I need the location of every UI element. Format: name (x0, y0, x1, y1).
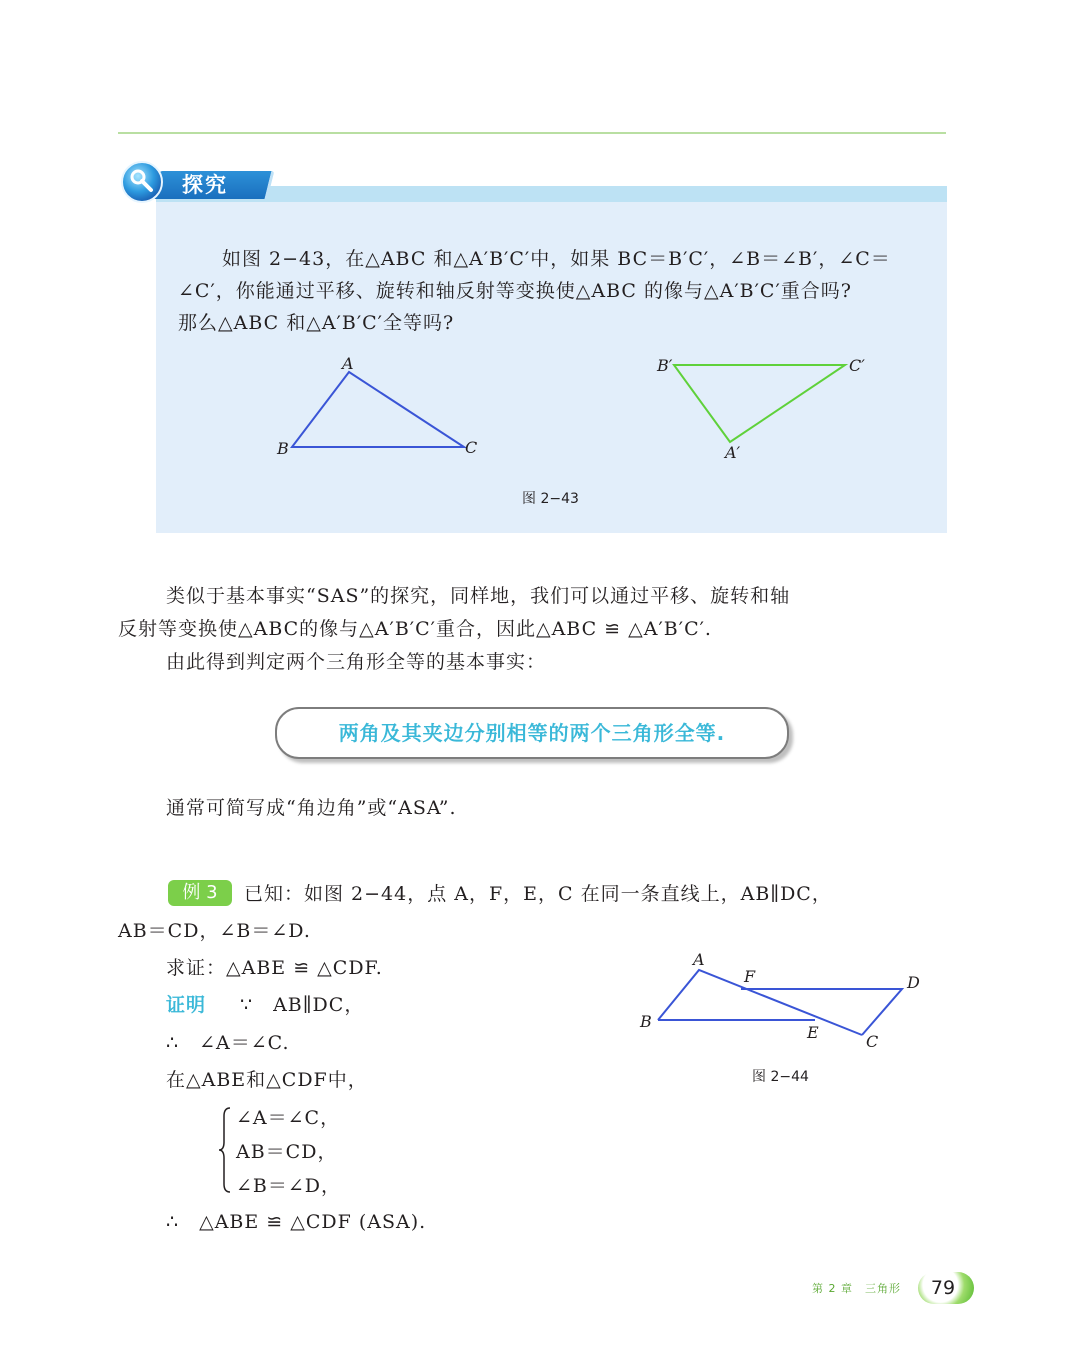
page-number: 79 (930, 1277, 956, 1299)
figure-2-44 (630, 945, 930, 1055)
condition-1: ∠A＝∠C， (236, 1107, 341, 1129)
explore-header-strip (156, 186, 947, 202)
fig44-label-F: F (744, 967, 756, 986)
proof-line3: 在△ABE和△CDF中， (166, 1069, 368, 1091)
fig44-label-E: E (807, 1023, 819, 1042)
example-prove: 求证：△ABE ≌ △CDF. (166, 957, 383, 979)
footer-chapter: 第 2 章 三角形 (812, 1282, 901, 1295)
triangle-a-prime-b-prime-c-prime (674, 365, 845, 442)
fig44-label-D: D (907, 973, 920, 992)
condition-2: AB＝CD， (236, 1141, 338, 1163)
figure-caption-2-44: 图 2−44 (752, 1069, 809, 1085)
proof-conclusion: ∴ △ABE ≌ △CDF (ASA). (166, 1211, 427, 1233)
condition-3: ∠B＝∠D， (236, 1175, 342, 1197)
line-b-a-c (658, 970, 862, 1035)
fig44-label-A: A (693, 950, 705, 969)
label-C-prime: C′ (849, 356, 865, 375)
body-para2: 由此得到判定两个三角形全等的基本事实： (166, 651, 547, 673)
body-para3: 通常可简写成“角边角”或“ASA”. (166, 797, 457, 819)
body-para1-line1: 类似于基本事实“SAS”的探究，同样地，我们可以通过平移、旋转和轴 (166, 585, 791, 607)
figure-2-43 (260, 350, 900, 470)
label-C: C (465, 438, 478, 457)
example-tag: 例 3 (168, 880, 232, 906)
label-B-prime: B′ (657, 356, 673, 375)
left-brace (218, 1106, 232, 1194)
label-A: A (342, 354, 354, 373)
magnifier-icon (120, 160, 164, 204)
basic-fact-text: 两角及其夹边分别相等的两个三角形全等. (338, 721, 726, 745)
example-line2: AB＝CD，∠B＝∠D. (118, 920, 311, 942)
proof-label: 证明 (166, 994, 207, 1016)
explore-text-line1: 如图 2−43，在△ABC 和△A′B′C′中，如果 BC＝B′C′，∠B＝∠B′，∠C＝ (222, 248, 891, 270)
proof-line2: ∴ ∠A＝∠C. (166, 1032, 290, 1054)
triangle-abc (292, 372, 464, 447)
top-rule (118, 132, 946, 134)
explore-title: 探究 (182, 173, 228, 197)
example-line1: 已知：如图 2−44，点 A，F，E，C 在同一条直线上，AB∥DC， (244, 883, 832, 905)
label-B: B (277, 439, 289, 458)
proof-line1: ∵ AB∥DC， (240, 994, 365, 1016)
explore-text-line2: ∠C′，你能通过平移、旋转和轴反射等变换使△ABC 的像与△A′B′C′重合吗? (178, 280, 852, 302)
label-A-prime: A′ (725, 443, 741, 462)
fig44-label-C: C (866, 1032, 879, 1051)
explore-text-line3: 那么△ABC 和△A′B′C′全等吗? (178, 312, 455, 334)
figure-caption-2-43: 图 2−43 (522, 491, 579, 507)
fig44-label-B: B (640, 1012, 652, 1031)
body-para1-line2: 反射等变换使△ABC的像与△A′B′C′重合，因此△ABC ≌ △A′B′C′. (118, 618, 712, 640)
